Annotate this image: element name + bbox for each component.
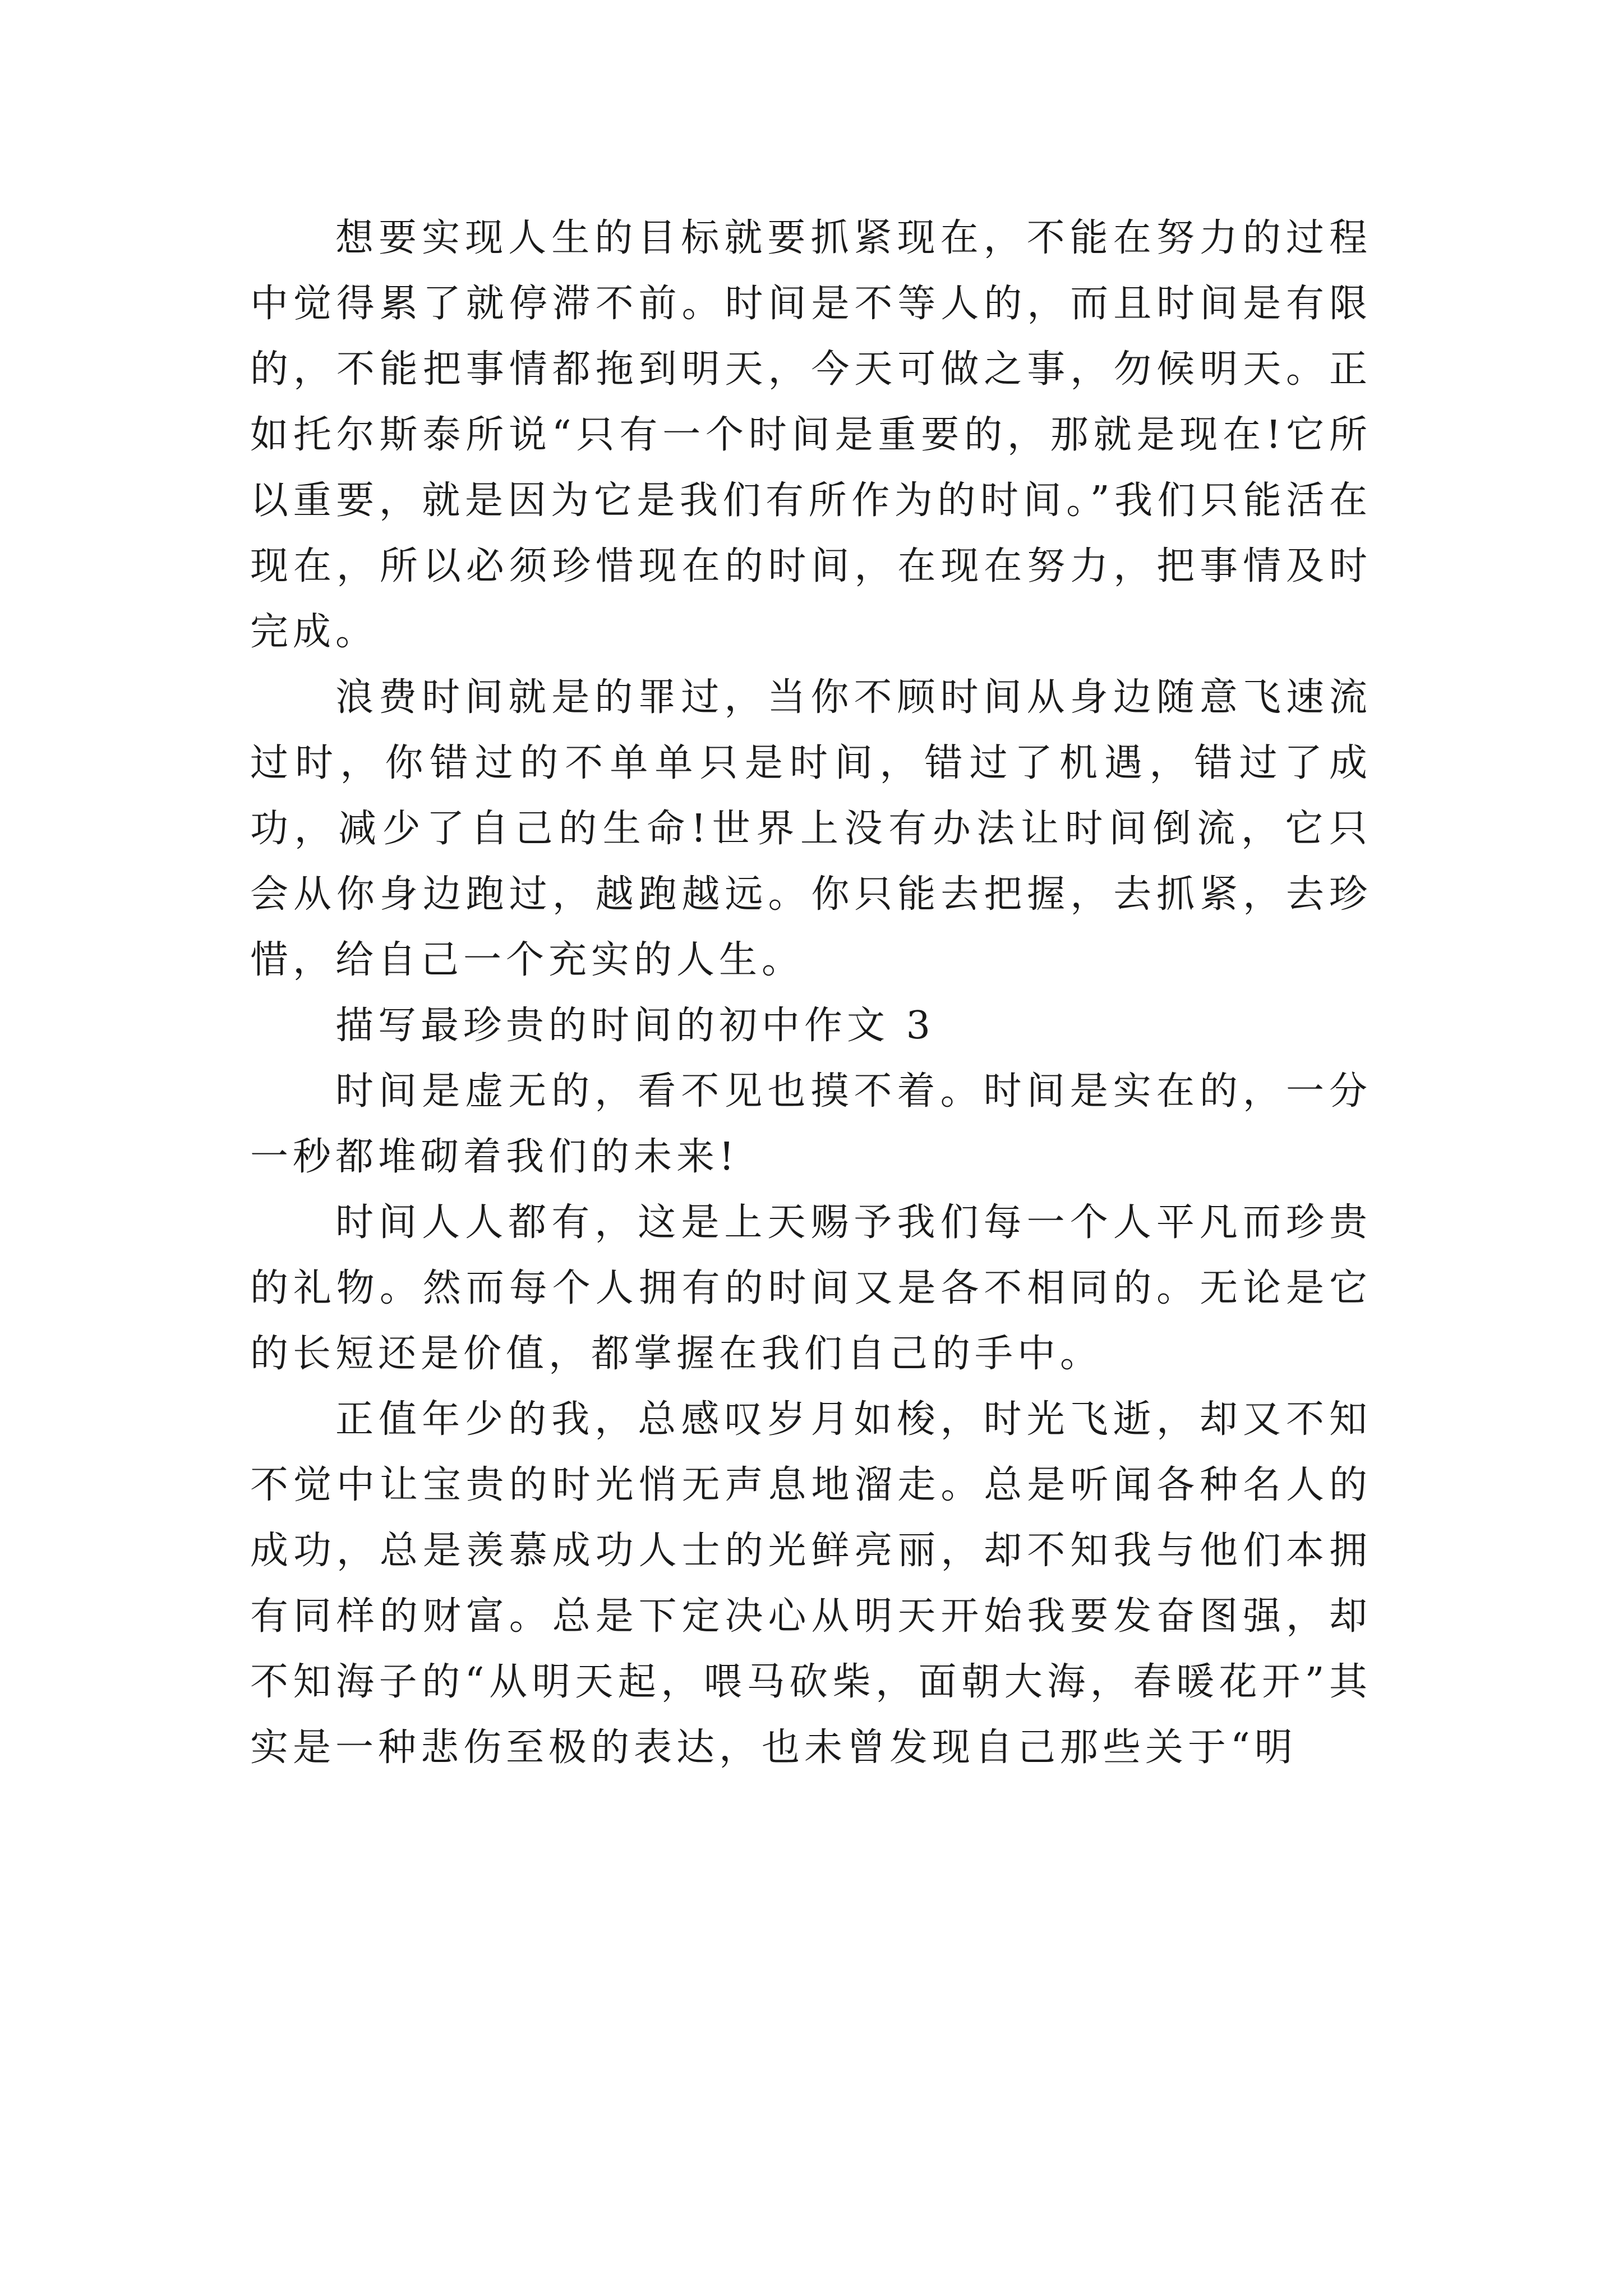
- paragraph-youth-reflection: 正值年少的我，总感叹岁月如梭，时光飞逝，却又不知不觉中让宝贵的时光悄无声息地溜走。总是听闻各种名人的成功，总是羡慕成功人士的光鲜亮丽，却不知我与他们本拥有同样的财富。总是下定决心从明天开始我要发奋图强，却不知海子的“从明天起，喂马砍柴，面朝大海，春暖花开”其实是一种悲伤至极的表达，也未曾发现自己那些关于“明: [250, 1397, 1372, 1770]
- document-body: [250, 205, 1372, 1780]
- paragraph-wasting-time: 浪费时间就是的罪过，当你不顾时间从身边随意飞速流过时，你错过的不单单只是时间，错过了机遇，错过了成功，减少了自己的生命!世界上没有办法让时间倒流，它只会从你身边跑过，越跑越远。你只能去把握，去抓紧，去珍惜，给自己一个充实的人生。: [250, 675, 1372, 982]
- section-heading: 描写最珍贵的时间的初中作文 3: [335, 1004, 935, 1048]
- paragraph-time-gift: 时间人人都有，这是上天赐予我们每一个人平凡而珍贵的礼物。然而每个人拥有的时间又是各不相同的。无论是它的长短还是价值，都掌握在我们自己的手中。: [250, 1200, 1372, 1376]
- paragraph-present-moment: 想要实现人生的目标就要抓紧现在，不能在努力的过程中觉得累了就停滞不前。时间是不等人的，而且时间是有限的，不能把事情都拖到明天，今天可做之事，勿候明天。正如托尔斯泰所说“只有一个时间是重要的，那就是现在!它所以重要，就是因为它是我们有所作为的时间。”我们只能活在现在，所以必须珍惜现在的时间，在现在努力，把事情及时完成。: [250, 216, 1372, 654]
- paragraph-time-nature: 时间是虚无的，看不见也摸不着。时间是实在的，一分一秒都堆砌着我们的未来!: [250, 1069, 1372, 1179]
